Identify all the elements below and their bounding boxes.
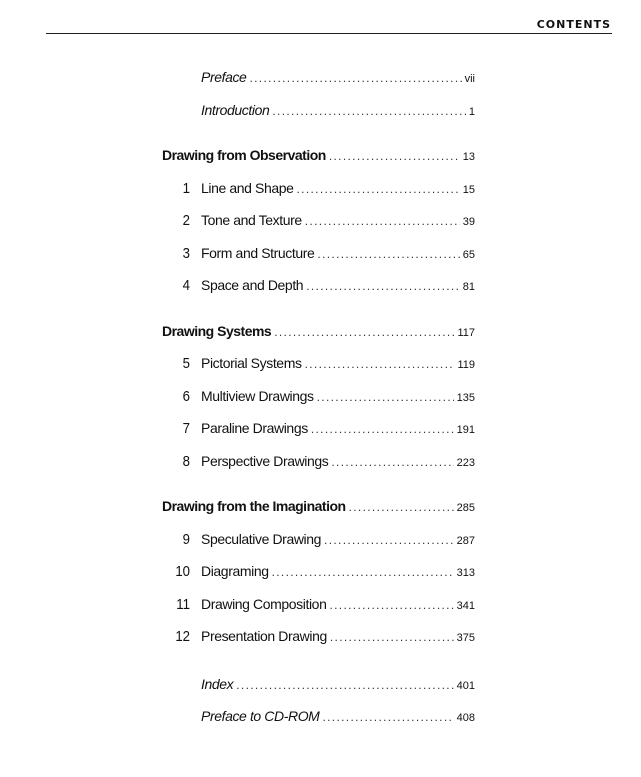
toc-page-number: 287 xyxy=(456,535,475,547)
toc-dot-leader xyxy=(317,245,459,263)
toc-dot-leader xyxy=(236,676,453,694)
toc-dot-leader xyxy=(306,277,460,295)
toc-page-number: 39 xyxy=(462,216,475,228)
toc-chapter-number: 4 xyxy=(182,277,190,294)
toc-dot-leader xyxy=(272,563,454,581)
toc-dot-leader xyxy=(317,388,454,406)
toc-entry[interactable] xyxy=(162,419,475,439)
toc-chapter-number: 8 xyxy=(182,453,190,470)
toc-entry[interactable] xyxy=(162,595,475,615)
toc-entry[interactable] xyxy=(162,675,475,695)
toc-dot-leader xyxy=(349,498,454,516)
toc-entry[interactable] xyxy=(162,562,475,582)
toc-entry-title: Preface to CD-ROM xyxy=(201,708,320,724)
toc-dot-leader xyxy=(329,596,453,614)
toc-entry-title: Preface xyxy=(201,69,247,85)
toc-entry-title: Form and Structure xyxy=(201,245,315,261)
toc-chapter-number: 1 xyxy=(182,180,190,197)
toc-chapter-number: 10 xyxy=(175,563,190,580)
toc-entry-title: Drawing from Observation xyxy=(162,147,326,163)
toc-page-number: 119 xyxy=(457,359,475,371)
toc-page-number: 15 xyxy=(462,184,475,196)
toc-entry[interactable] xyxy=(162,354,475,374)
toc-entry-title: Line and Shape xyxy=(201,180,294,196)
toc-entry-title: Presentation Drawing xyxy=(201,628,327,644)
toc-entry[interactable] xyxy=(162,707,475,727)
toc-entry[interactable] xyxy=(162,276,475,296)
toc-page-number: 401 xyxy=(456,680,475,692)
toc-chapter-number: 11 xyxy=(176,596,190,613)
toc-entry[interactable] xyxy=(162,452,475,472)
toc-entry-title: Space and Depth xyxy=(201,277,304,293)
toc-entry-title: Diagraming xyxy=(201,563,269,579)
toc-dot-leader xyxy=(305,355,455,373)
toc-chapter-number: 3 xyxy=(182,245,190,262)
toc-entry-title: Paraline Drawings xyxy=(201,420,308,436)
toc-dot-leader xyxy=(274,323,454,341)
toc-page-number: 81 xyxy=(462,281,475,293)
toc-page-number: vii xyxy=(464,73,475,85)
toc-entry[interactable] xyxy=(162,211,475,231)
toc-page-number: 135 xyxy=(456,392,475,404)
toc-entry-title: Perspective Drawings xyxy=(201,453,329,469)
toc-dot-leader xyxy=(329,147,460,165)
toc-page-number: 117 xyxy=(457,327,475,339)
toc-dot-leader xyxy=(330,628,454,646)
toc-entry[interactable] xyxy=(162,530,475,550)
toc-entry[interactable] xyxy=(162,627,475,647)
toc-page-number: 313 xyxy=(456,567,475,579)
toc-entry[interactable] xyxy=(162,146,475,166)
toc-dot-leader xyxy=(322,708,453,726)
toc-entry-title: Drawing Systems xyxy=(162,323,272,339)
toc-chapter-number: 7 xyxy=(182,420,190,437)
toc-entry-title: Tone and Texture xyxy=(201,212,302,228)
toc-entry-title: Pictorial Systems xyxy=(201,355,302,371)
toc-page-number: 1 xyxy=(468,106,475,118)
toc-entry[interactable] xyxy=(162,101,475,121)
toc-entry[interactable] xyxy=(162,322,475,342)
toc-dot-leader xyxy=(249,69,461,87)
toc-chapter-number: 5 xyxy=(182,355,190,372)
running-header: CONTENTS xyxy=(536,18,611,31)
toc-dot-leader xyxy=(297,180,460,198)
toc-entry[interactable] xyxy=(162,68,475,88)
toc-page-number: 223 xyxy=(456,457,475,469)
toc-entry[interactable] xyxy=(162,244,475,264)
toc-entry-title: Speculative Drawing xyxy=(201,531,322,547)
toc-chapter-number: 6 xyxy=(182,388,190,405)
toc-page-number: 191 xyxy=(456,424,475,436)
toc-entry[interactable] xyxy=(162,387,475,407)
toc-entry-title: Introduction xyxy=(201,102,270,118)
toc-chapter-number: 2 xyxy=(182,212,190,229)
toc-page-number: 341 xyxy=(456,600,475,612)
toc-entry[interactable] xyxy=(162,497,475,517)
toc-dot-leader xyxy=(305,212,460,230)
toc-page-number: 65 xyxy=(462,249,475,261)
toc-entry-title: Multiview Drawings xyxy=(201,388,314,404)
toc-page-number: 408 xyxy=(456,712,475,724)
toc-dot-leader xyxy=(272,102,466,120)
toc-chapter-number: 12 xyxy=(175,628,190,645)
header-rule xyxy=(46,33,612,34)
toc-entry[interactable] xyxy=(162,179,475,199)
toc-page-number: 13 xyxy=(462,151,475,163)
toc-page-number: 285 xyxy=(456,502,475,514)
toc-dot-leader xyxy=(311,420,454,438)
toc-page-number: 375 xyxy=(456,632,475,644)
toc-chapter-number: 9 xyxy=(182,531,190,548)
toc-entry-title: Drawing Composition xyxy=(201,596,327,612)
toc-entry-title: Index xyxy=(201,676,234,692)
toc-dot-leader xyxy=(324,531,454,549)
toc-dot-leader xyxy=(331,453,453,471)
toc-entry-title: Drawing from the Imagination xyxy=(162,498,346,514)
